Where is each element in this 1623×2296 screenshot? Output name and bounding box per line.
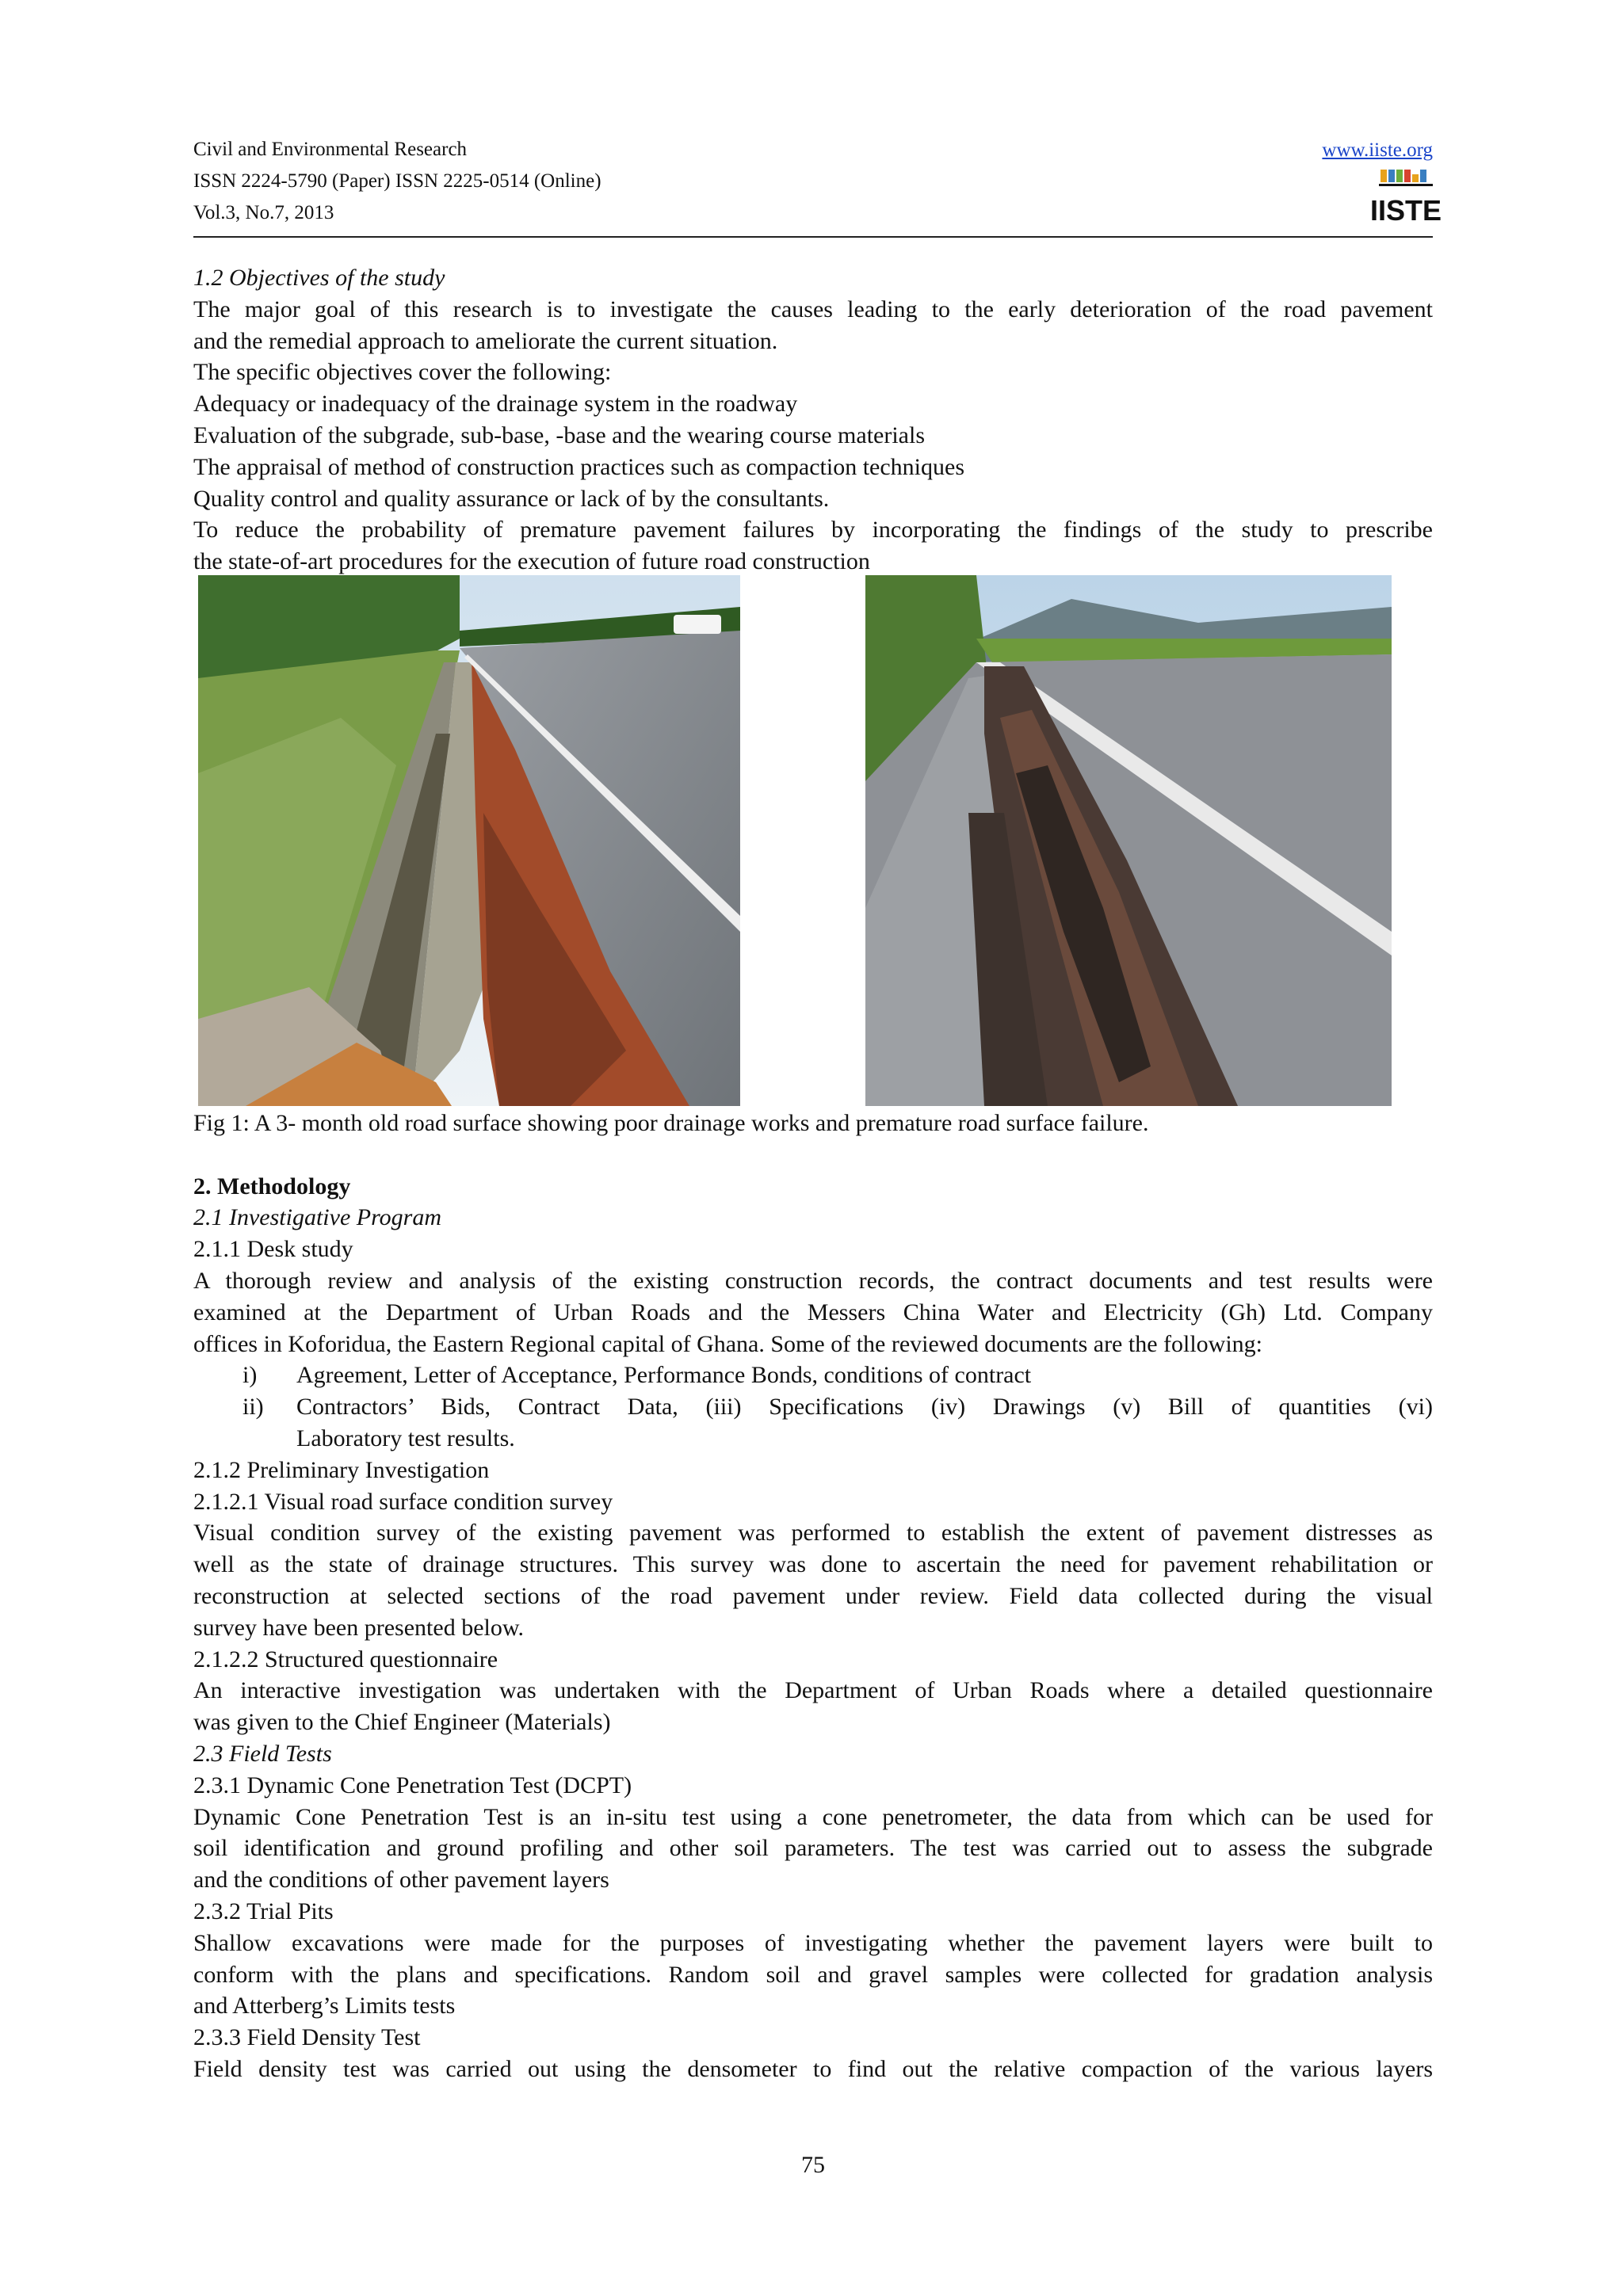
subsection-heading: 2.3.3 Field Density Test — [193, 2024, 421, 2051]
objectives-heading: 1.2 Objectives of the study — [193, 265, 445, 291]
objective-item: Evaluation of the subgrade, sub-base, -base and the wearing course materials — [193, 421, 925, 448]
paragraph-line: Shallow excavations were made for the purposes of investigating whether the pavement layers were built to — [193, 1929, 1433, 1956]
objective-item: Quality control and quality assurance or lack of by the consultants. — [193, 485, 830, 512]
paragraph-line: and the conditions of other pavement layers — [193, 1867, 609, 1894]
iiste-logo — [1369, 168, 1442, 227]
list-item — [193, 1360, 1433, 1391]
paragraph-line: examined at the Department of Urban Roads and the Messers China Water and Electricity (Gh) Ltd. Company — [193, 1299, 1433, 1325]
paragraph-line: soil identification and ground profiling and other soil parameters. The test was carried out to assess the subgrade — [193, 1835, 1433, 1862]
paragraph-line: survey have been presented below. — [193, 1614, 525, 1641]
subsection-heading: 2.3.2 Trial Pits — [193, 1897, 334, 1924]
volume-line: Vol.3, No.7, 2013 — [193, 202, 334, 223]
list-number: ii) — [242, 1394, 264, 1421]
objective-item: To reduce the probability of premature pavement failures by incorporating the findings of the study to prescribe — [193, 517, 1433, 543]
paragraph-line: and Atterberg’s Limits tests — [193, 1993, 456, 2019]
photo-drainage-channel — [198, 575, 740, 1106]
list-text: Laboratory test results. — [296, 1425, 515, 1451]
photo-pavement-failure — [865, 575, 1392, 1106]
methodology-section — [193, 1108, 1433, 2085]
subsection-heading: 2.3.1 Dynamic Cone Penetration Test (DCPT) — [193, 1772, 632, 1798]
paragraph-line: reconstruction at selected sections of the road pavement under review. Field data collected during the visual — [193, 1582, 1433, 1609]
paragraph-line: An interactive investigation was undertaken with the Department of Urban Roads where a detailed questionnaire — [193, 1677, 1433, 1704]
subsection-heading: 2.1.1 Desk study — [193, 1236, 353, 1263]
journal-title: Civil and Environmental Research — [193, 139, 468, 160]
paragraph-line: Visual condition survey of the existing pavement was performed to establish the extent of pavement distresses as — [193, 1520, 1433, 1547]
list-item — [193, 1391, 1433, 1455]
subsection-heading: 2.3 Field Tests — [193, 1740, 332, 1767]
objective-item: Adequacy or inadequacy of the drainage system in the roadway — [193, 391, 798, 418]
paragraph-line: well as the state of drainage structures. This survey was done to ascertain the need for pavement rehabilitation or — [193, 1551, 1433, 1578]
header-rule — [193, 236, 1433, 238]
subsection-heading: 2.1.2.2 Structured questionnaire — [193, 1646, 498, 1672]
paragraph-line: A thorough review and analysis of the existing construction records, the contract documents and test results were — [193, 1267, 1433, 1294]
figure-caption: Fig 1: A 3- month old road surface showing poor drainage works and premature road surface failure. — [193, 1110, 1149, 1136]
journal-url-link[interactable]: www.iiste.org — [1322, 139, 1433, 161]
subsection-heading: 2.1.2.1 Visual road surface condition survey — [193, 1488, 613, 1515]
blank-line — [193, 1139, 1433, 1171]
paragraph-line: was given to the Chief Engineer (Materials) — [193, 1709, 611, 1736]
logo-text: IISTE — [1369, 194, 1442, 227]
list-number: i) — [242, 1362, 258, 1389]
list-text: Contractors’ Bids, Contract Data, (iii) Specifications (iv) Drawings (v) Bill of quantities (vi) — [296, 1394, 1433, 1421]
paragraph-line: and the remedial approach to ameliorate the current situation. — [193, 327, 778, 354]
paragraph-line: conform with the plans and specifications. Random soil and gravel samples were collected for gradation analysis — [193, 1961, 1433, 1988]
list-text: Agreement, Letter of Acceptance, Performance Bonds, conditions of contract — [296, 1362, 1032, 1389]
subsection-heading: 2.1.2 Preliminary Investigation — [193, 1456, 490, 1483]
paragraph-line: Field density test was carried out using the densometer to find out the relative compaction of the various layers — [193, 2055, 1433, 2082]
page-number: 75 — [801, 2152, 825, 2178]
paragraph-line: The specific objectives cover the following: — [193, 359, 612, 386]
section-heading: 2. Methodology — [193, 1173, 351, 1199]
paragraph-line: Dynamic Cone Penetration Test is an in-situ test using a cone penetrometer, the data from which can be used for — [193, 1803, 1433, 1830]
objective-item: the state-of-art procedures for the execution of future road construction — [193, 548, 870, 575]
paragraph-line: The major goal of this research is to investigate the causes leading to the early deterioration of the road pavement — [193, 296, 1433, 322]
subsection-heading: 2.1 Investigative Program — [193, 1204, 441, 1231]
objectives-section — [193, 262, 1433, 578]
issn-line: ISSN 2224-5790 (Paper) ISSN 2225-0514 (Online) — [193, 170, 601, 192]
paragraph-line: offices in Koforidua, the Eastern Regional capital of Ghana. Some of the reviewed documents are the following: — [193, 1330, 1263, 1357]
objective-item: The appraisal of method of construction practices such as compaction techniques — [193, 453, 965, 480]
